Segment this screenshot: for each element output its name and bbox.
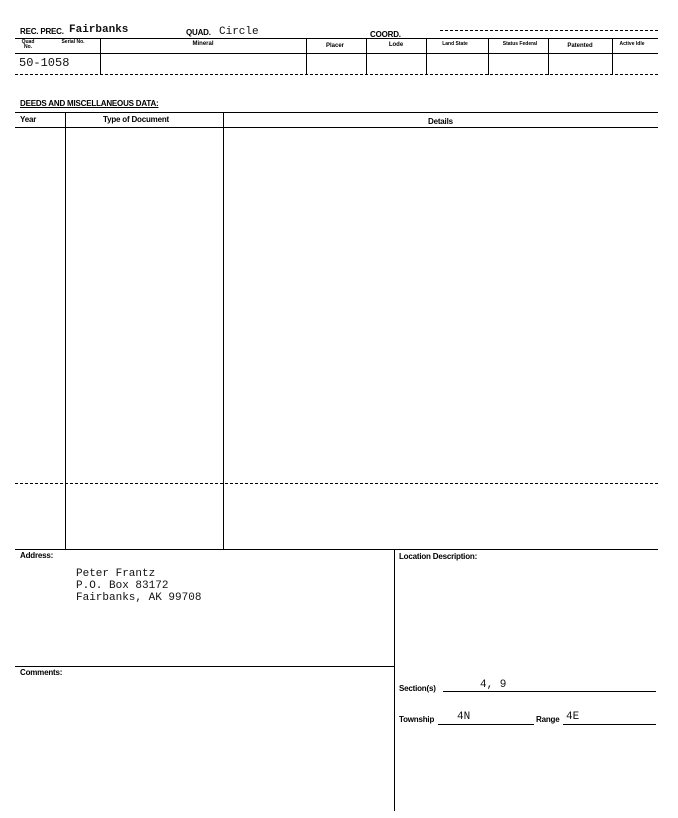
coord-label: COORD. xyxy=(370,30,401,39)
header-coord-dashed-rule xyxy=(440,30,658,31)
col-patented: Patented xyxy=(567,43,593,49)
deeds-dashed-rule xyxy=(15,483,658,484)
header-sub-rule xyxy=(15,53,658,54)
divider-serial-mineral xyxy=(100,38,101,75)
address-top-rule xyxy=(15,549,658,550)
divider-lode-land xyxy=(426,38,427,75)
address-block xyxy=(76,568,201,604)
col-land-state: Land State xyxy=(442,41,468,47)
rec-prec-value: Fairbanks xyxy=(69,24,129,36)
deeds-top-rule xyxy=(15,112,658,113)
col-mineral: Mineral xyxy=(192,41,214,47)
divider-patented-active xyxy=(612,38,613,75)
header-top-rule xyxy=(15,38,658,39)
col-status-federal: Status Federal xyxy=(502,41,538,47)
divider-land-status xyxy=(488,38,489,75)
address-label: Address: xyxy=(20,551,54,560)
range-underline xyxy=(563,724,656,725)
deeds-col-year: Year xyxy=(20,115,37,124)
divider-mineral-placer xyxy=(306,38,307,75)
range-label: Range xyxy=(536,715,560,724)
comments-label: Comments: xyxy=(20,668,63,677)
divider-status-patented xyxy=(548,38,549,75)
deeds-col-type: Type of Document xyxy=(103,115,169,124)
col-placer: Placer xyxy=(325,43,344,49)
quad-label: QUAD. xyxy=(186,28,211,37)
divider-address-location xyxy=(394,549,395,811)
divider-placer-lode xyxy=(366,38,367,75)
header-bottom-dashed-rule xyxy=(15,74,658,75)
township-underline xyxy=(438,724,534,725)
section-value: 4, 9 xyxy=(480,679,507,691)
address-line-3: Fairbanks, AK 99708 xyxy=(76,592,202,604)
address-line-2: P.O. Box 83172 xyxy=(76,580,169,592)
deeds-header-rule xyxy=(15,127,658,128)
col-lode: Lode xyxy=(388,42,404,48)
deeds-title: DEEDS AND MISCELLANEOUS DATA: xyxy=(20,99,159,108)
township-label: Township xyxy=(399,715,435,724)
address-line-1: Peter Frantz xyxy=(76,568,156,580)
quad-serial-value: 50-1058 xyxy=(19,56,70,70)
comments-top-rule xyxy=(15,666,394,667)
col-serial-no: Serial No. xyxy=(61,39,85,45)
section-label: Section(s) xyxy=(399,684,436,693)
quad-value: Circle xyxy=(219,26,259,38)
range-value: 4E xyxy=(566,711,580,723)
section-underline xyxy=(443,691,656,692)
col-quad-no: Quad No. xyxy=(21,39,35,50)
col-active-idle: Active Idle xyxy=(619,41,645,47)
rec-prec-label: REC. PREC. xyxy=(20,27,64,36)
township-value: 4N xyxy=(457,711,471,723)
location-label: Location Description: xyxy=(399,552,478,561)
deeds-col-details: Details xyxy=(428,117,453,126)
